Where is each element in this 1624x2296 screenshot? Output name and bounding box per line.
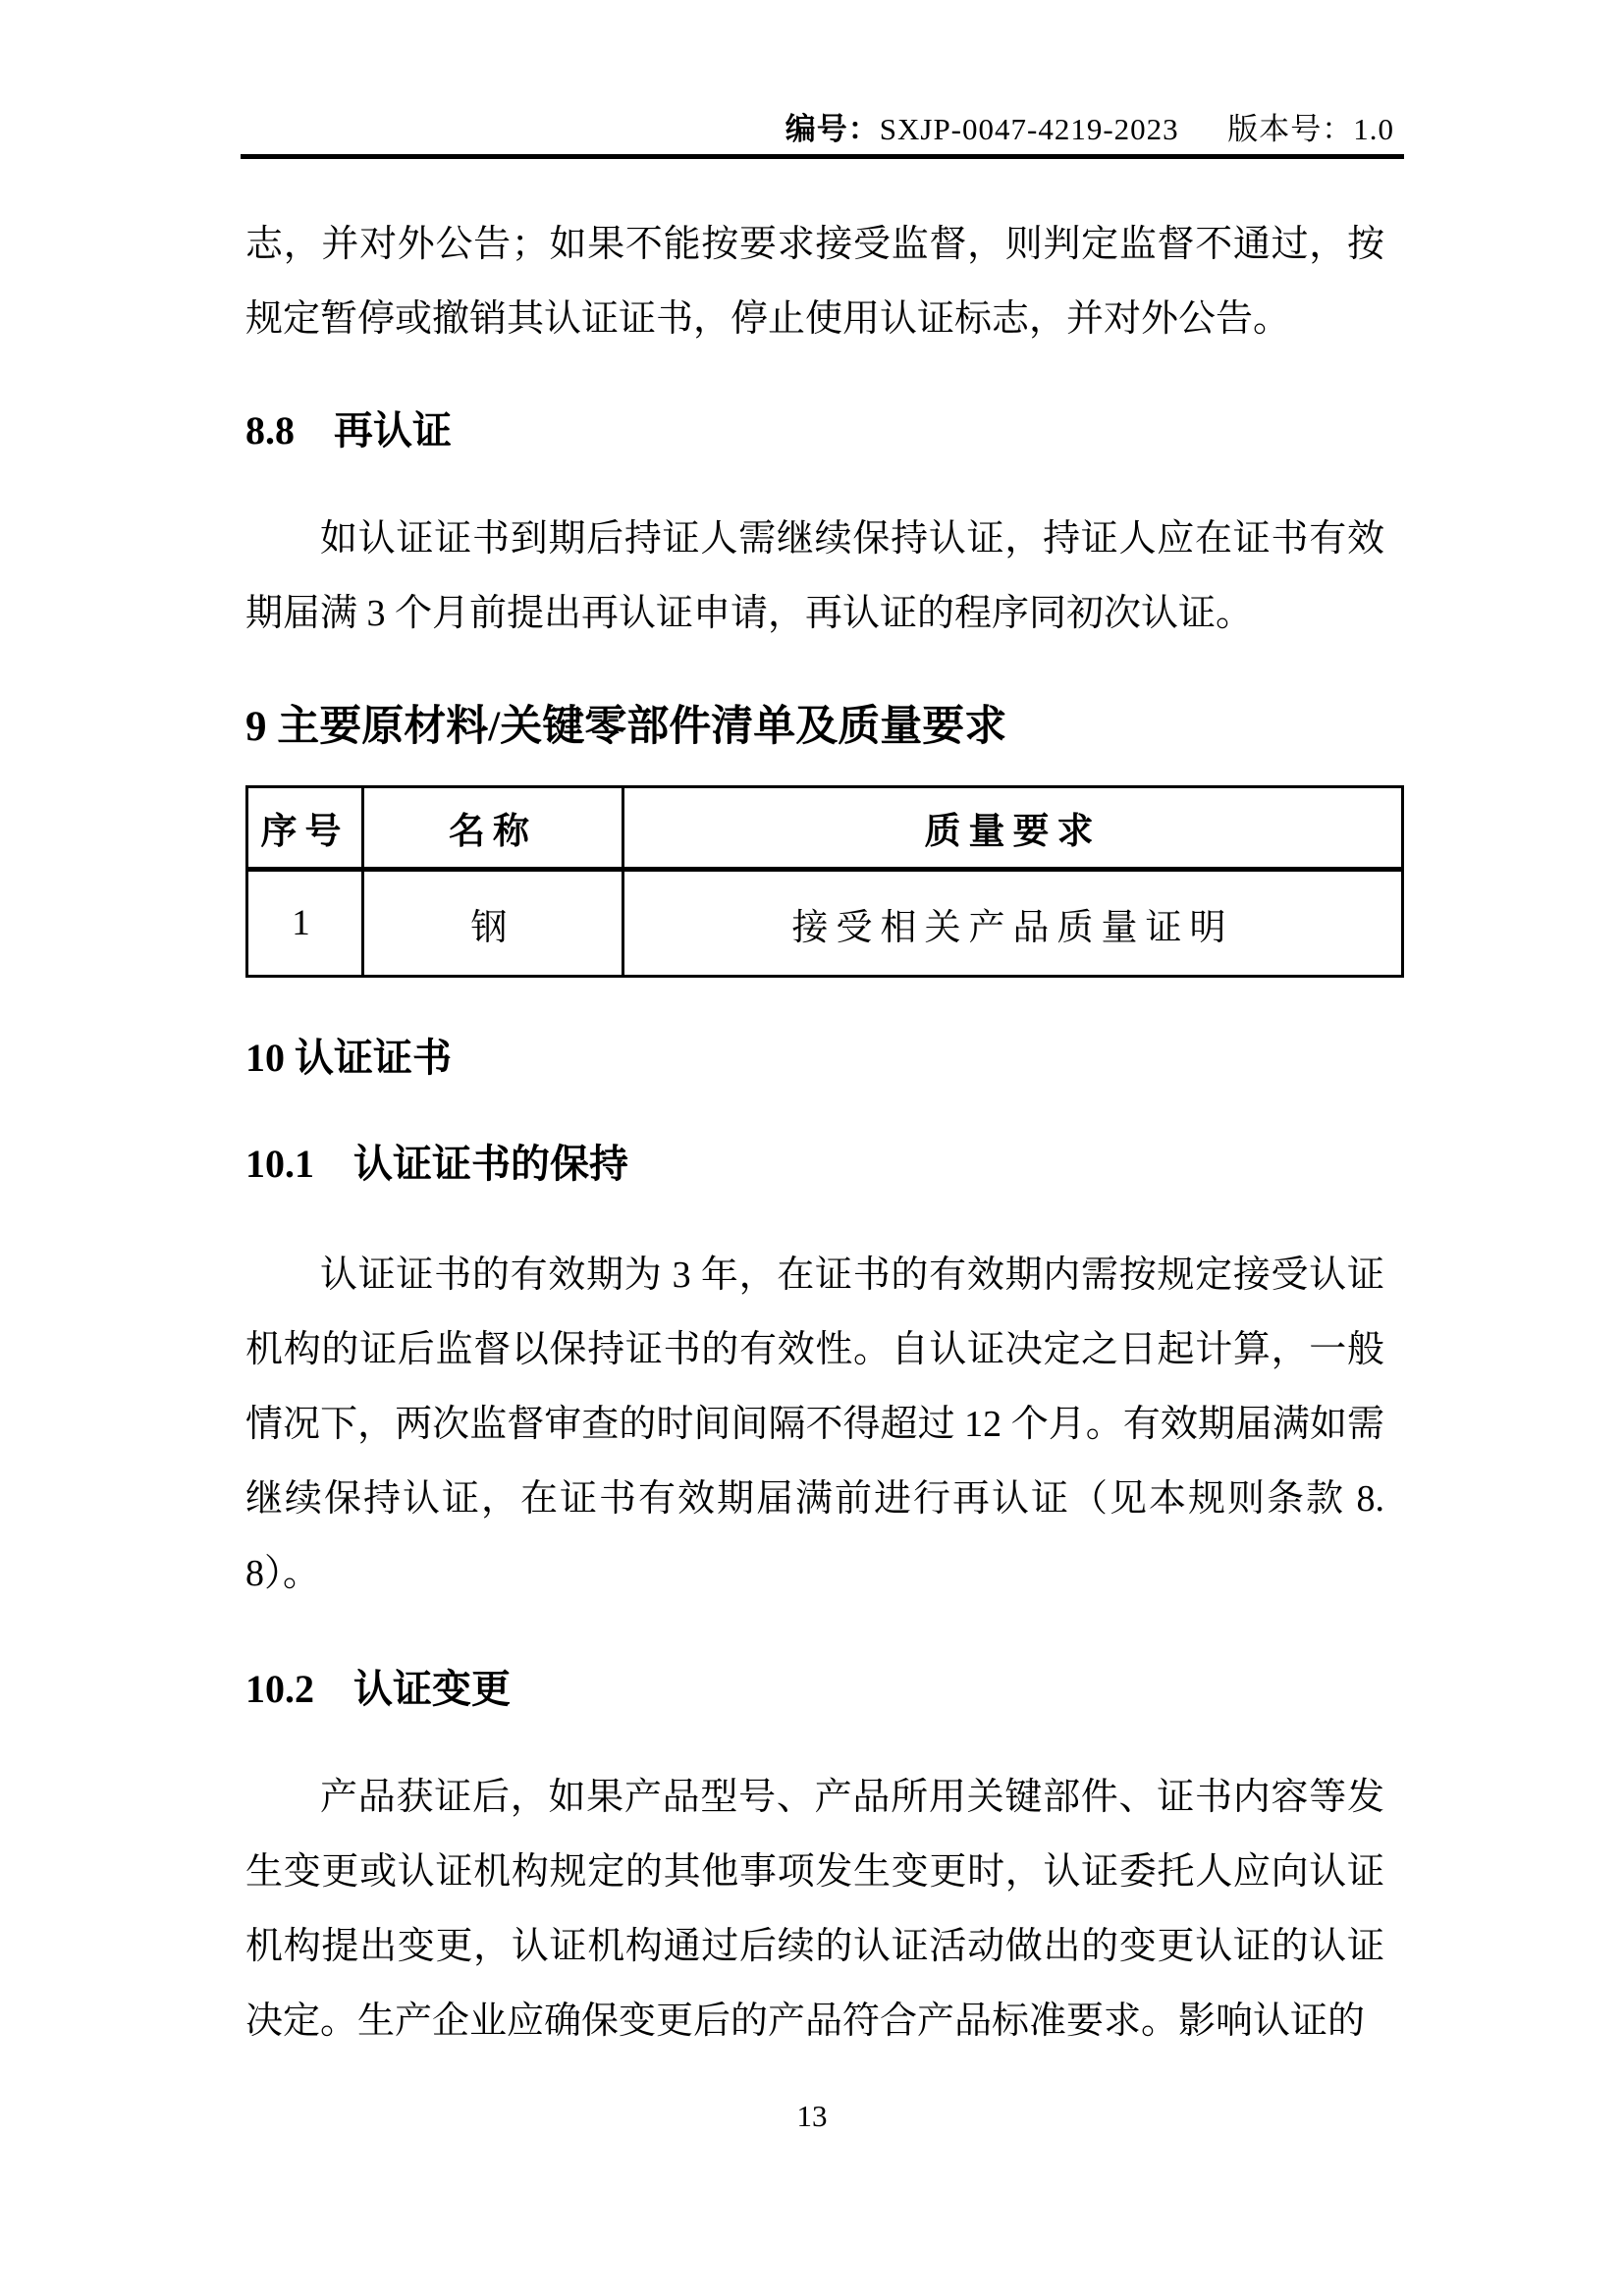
heading-10-2-certification-change: 10.2 认证变更 [245, 1667, 511, 1711]
paragraph-certification-change: 产品获证后，如果产品型号、产品所用关键部件、证书内容等发生变更或认证机构规定的其他事项发生变更时，认证委托人应向认证机构提出变更，认证机构通过后续的认证活动做出的变更认证的认证决定。生产企业应确保变更后的产品符合产品标准要求。影响认证的 [245, 1777, 1384, 2042]
doc-number-label: 编号： [785, 112, 880, 146]
header-meta [785, 112, 1394, 147]
table-row [247, 870, 1403, 977]
heading-10-1-certificate-maintenance: 10.1 认证证书的保持 [245, 1142, 628, 1186]
paragraph-certificate-validity: 认证证书的有效期为 3 年，在证书的有效期内需按规定接受认证机构的证后监督以保持证书的有效性。自认证决定之日起计算，一般情况下，两次监督审查的时间间隔不得超过 12 个月。有效期届满如需继续保持认证，在证书有效期届满前进行再认证（见本规则条款 8.8）。 [245, 1255, 1384, 1594]
table-cell-seq: 1 [247, 870, 363, 977]
materials-table [245, 785, 1404, 978]
table-cell-quality: 接受相关产品质量证明 [623, 870, 1403, 977]
heading-8-8-recertification: 8.8 再认证 [245, 408, 452, 453]
version-value: 1.0 [1353, 112, 1394, 146]
table-header-name: 名称 [363, 787, 623, 870]
paragraph-recertification: 如认证证书到期后持证人需继续保持认证，持证人应在证书有效期届满 3 个月前提出再认证申请，再认证的程序同初次认证。 [245, 518, 1384, 634]
table-header-row [247, 787, 1403, 870]
header-rule [241, 154, 1404, 159]
paragraph-supervision-continued: 志，并对外公告；如果不能按要求接受监督，则判定监督不通过，按规定暂停或撤销其认证证书，停止使用认证标志，并对外公告。 [245, 224, 1384, 340]
doc-number-value: SXJP-0047-4219-2023 [879, 112, 1179, 146]
table-header-seq: 序号 [247, 787, 363, 870]
heading-9-materials-list: 9 主要原材料/关键零部件清单及质量要求 [245, 704, 1007, 750]
table-cell-name: 钢 [363, 870, 623, 977]
version-label: 版本号： [1227, 112, 1354, 146]
heading-10-certificate: 10 认证证书 [245, 1036, 452, 1080]
page-number: 13 [796, 2099, 828, 2133]
table-header-quality: 质量要求 [623, 787, 1403, 870]
